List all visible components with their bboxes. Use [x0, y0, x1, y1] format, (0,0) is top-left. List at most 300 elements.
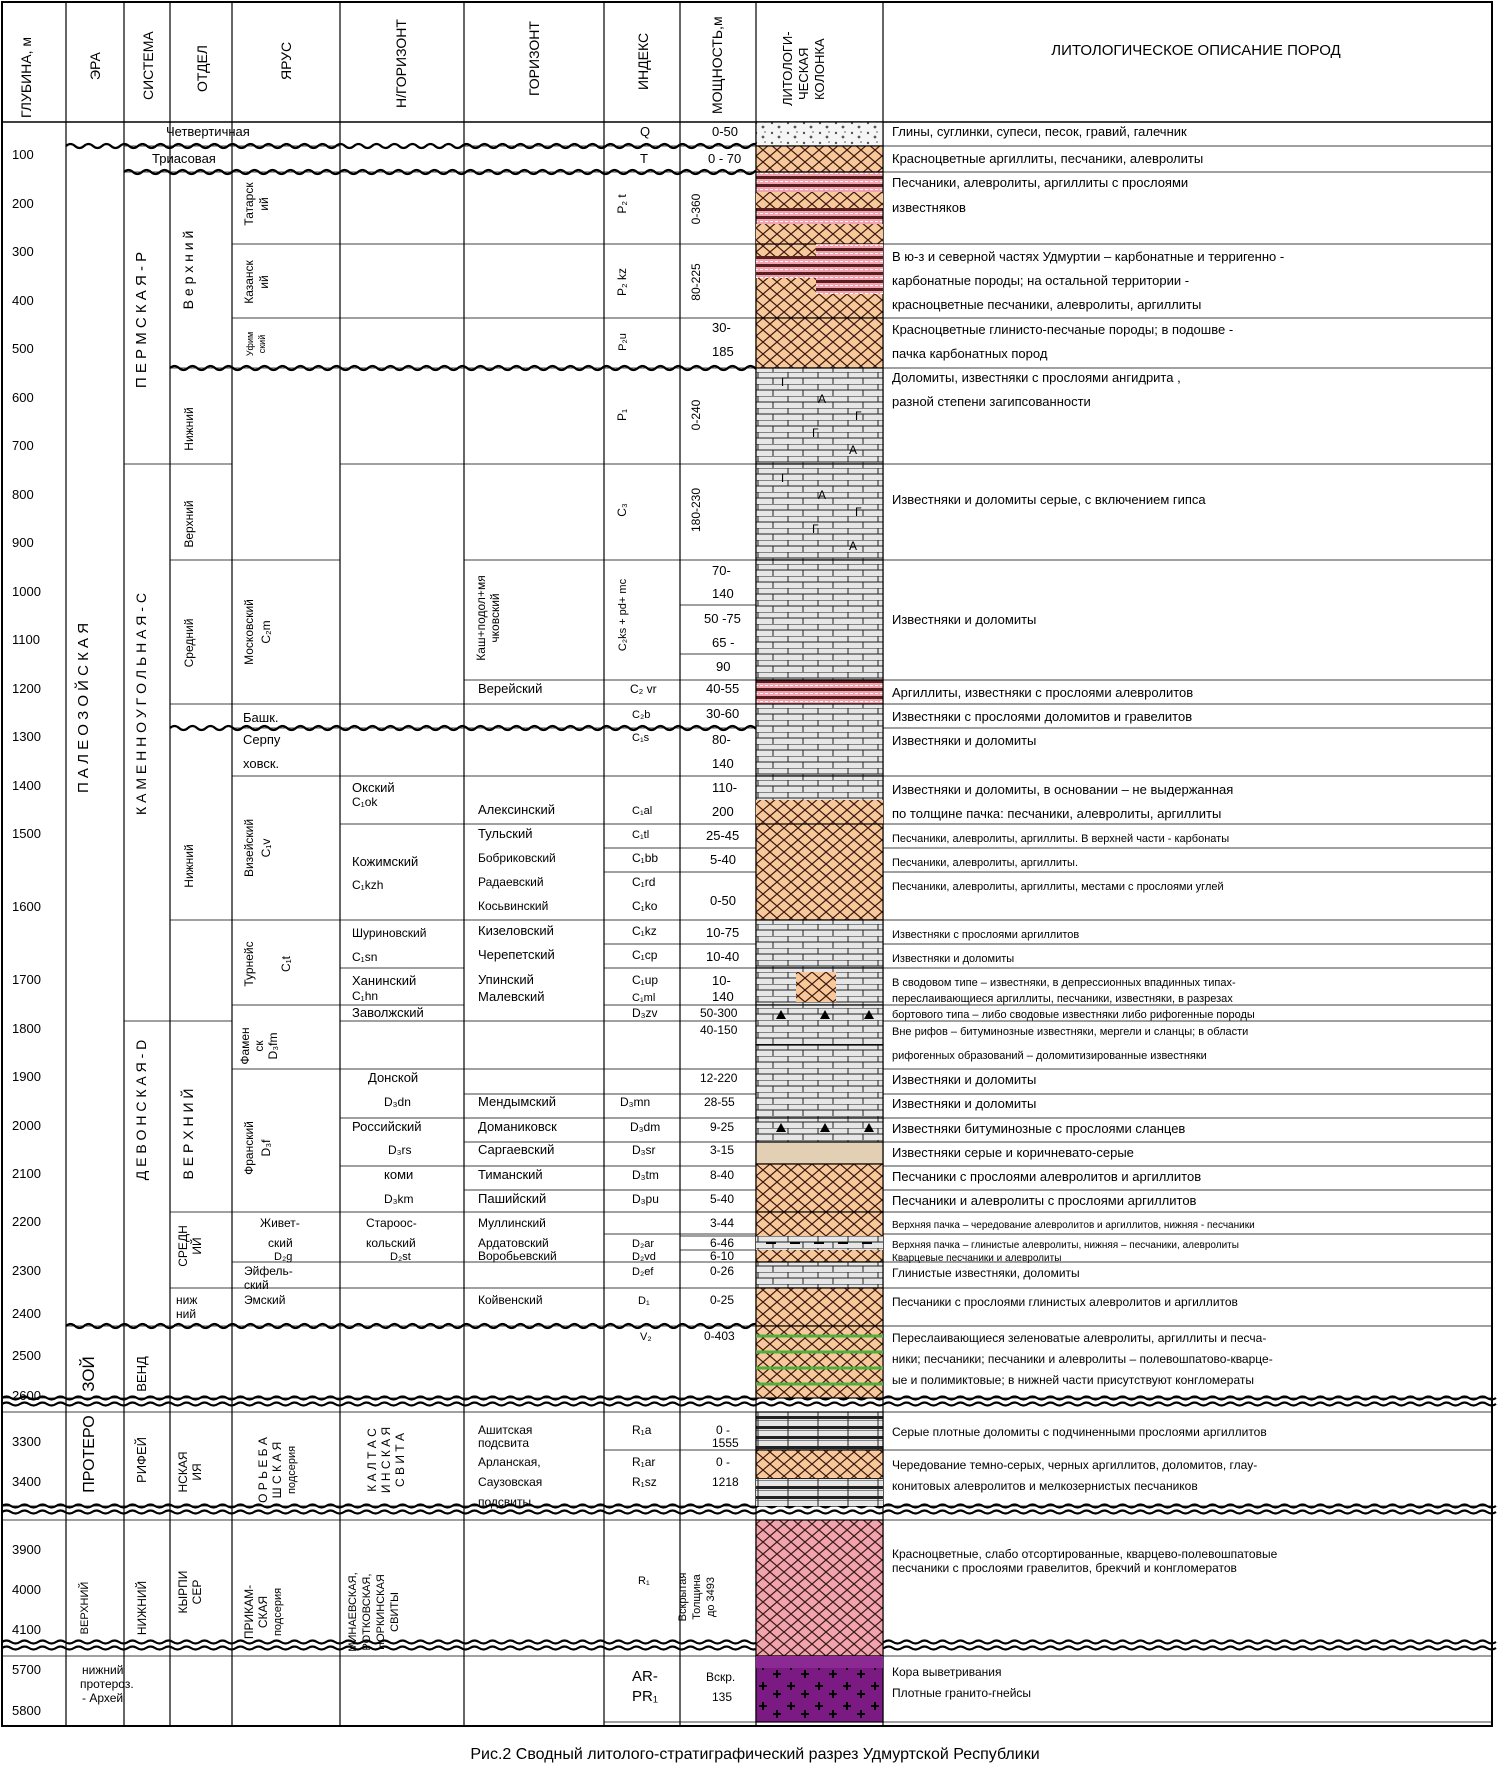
- depth-tick: 1600: [12, 899, 41, 914]
- cell-label: C₁ko: [632, 899, 658, 913]
- cell-label: Заволжский: [352, 1005, 424, 1020]
- cell-label: Окский: [352, 780, 395, 795]
- depth-tick: 4000: [12, 1582, 41, 1597]
- cell-label: Донской: [368, 1070, 419, 1085]
- description-line: бортового типа – либо сводовые известняки либо рифогенные породы: [892, 1009, 1255, 1021]
- cell-label: 50 -75: [704, 611, 741, 626]
- cell-label: D₃dm: [630, 1120, 661, 1134]
- cell-label: 10-40: [706, 949, 740, 964]
- depth-tick: 2600: [12, 1388, 41, 1403]
- description-line: Песчаники, алевролиты, аргиллиты, местами с прослоями углей: [892, 881, 1224, 893]
- vertical-label: 0-240: [689, 399, 703, 431]
- vertical-label: П Е Р М С К А Я - Р: [133, 251, 150, 389]
- cell-label: D₃zv: [632, 1006, 658, 1020]
- header-index: ИНДЕКС: [635, 32, 651, 90]
- cell-label: 0-25: [710, 1293, 735, 1307]
- cell-label: 50-300: [700, 1006, 738, 1020]
- description-line: Аргиллиты, известняки с прослоями алевролитов: [892, 685, 1194, 700]
- cell-label: D₂g: [274, 1251, 293, 1263]
- depth-tick: 1900: [12, 1069, 41, 1084]
- cell-label: 0 - 70: [708, 151, 742, 166]
- depth-tick: 1400: [12, 778, 41, 793]
- header-column-3: КОЛОНКА: [812, 38, 827, 100]
- cell-label: 140: [712, 989, 734, 1004]
- vertical-label: НОРКИНСКАЯ: [375, 1574, 387, 1650]
- depth-tick: 3900: [12, 1542, 41, 1557]
- vertical-label: Д Е В О Н С К А Я - D: [133, 1039, 149, 1181]
- vertical-label: РИФЕЙ: [134, 1437, 149, 1483]
- cell-label: C₂ vr: [630, 682, 657, 696]
- cell-label: Староос-: [366, 1216, 417, 1230]
- cell-label: 10-: [712, 973, 731, 988]
- svg-text:А: А: [849, 539, 858, 553]
- depth-tick: 700: [12, 438, 34, 453]
- cell-label: Ханинский: [352, 973, 417, 988]
- vertical-label: ЗОЙ: [79, 1356, 98, 1392]
- depth-tick: 100: [12, 147, 34, 162]
- cell-label: подсвиты: [478, 1495, 532, 1509]
- depth-tick: 2200: [12, 1214, 41, 1229]
- depth-tick: 1700: [12, 972, 41, 987]
- cell-label: D₃tm: [632, 1168, 659, 1182]
- svg-text:А: А: [818, 392, 827, 406]
- vertical-label: П А Л Е О З О Й С К А Я: [75, 622, 92, 794]
- vertical-label: О Р Ь Е Б А: [256, 1437, 270, 1503]
- cell-label: Российский: [352, 1119, 422, 1134]
- cell-label: Башк.: [243, 710, 279, 725]
- description-line: Известняки и доломиты: [892, 612, 1037, 627]
- cell-label: протероз.: [80, 1677, 134, 1691]
- cell-label: 3-44: [710, 1216, 735, 1230]
- svg-text:Г: Г: [781, 471, 788, 485]
- vertical-label: ПРИКАМ-: [242, 1584, 256, 1640]
- svg-text:Г: Г: [855, 505, 862, 519]
- cell-label: Мендымский: [478, 1094, 556, 1109]
- header-stage: ЯРУС: [278, 41, 294, 80]
- vertical-label: P₂ t: [615, 194, 629, 214]
- description-line: Переслаивающиеся зеленоватые алевролиты, аргиллиты и песча-: [892, 1331, 1267, 1345]
- header-column-2: ЧЕСКАЯ: [796, 47, 811, 100]
- cell-label: C₁tl: [632, 829, 650, 841]
- description-line: переслаивающиеся аргиллиты, песчаники, известняки, в разрезах: [892, 993, 1233, 1005]
- cell-label: C₁bb: [632, 851, 659, 865]
- description-line: известняков: [892, 200, 966, 215]
- vertical-label: И Н С К А Я: [379, 1426, 393, 1494]
- description-line: Кварцевые песчаники и алевролиты: [892, 1253, 1062, 1264]
- header-horizon: ГОРИЗОНТ: [526, 21, 542, 96]
- cell-label: нижний: [82, 1663, 124, 1677]
- cell-label: Упинский: [478, 972, 534, 987]
- cell-label: 40-150: [700, 1023, 738, 1037]
- cell-label: 135: [712, 1690, 733, 1704]
- descriptions: [892, 124, 1284, 1700]
- cell-label: 9-25: [710, 1120, 735, 1134]
- cell-label: Тиманский: [478, 1167, 543, 1182]
- depth-scale: [12, 147, 41, 1718]
- description-line: разной степени загипсованности: [892, 394, 1091, 409]
- vertical-label: P₂u: [617, 333, 629, 351]
- vertical-label: ск: [252, 1040, 266, 1052]
- cell-label: 70-: [712, 563, 731, 578]
- description-line: песчаники с прослоями гравелитов, брекчий и конгломератов: [892, 1561, 1237, 1575]
- depth-tick: 1000: [12, 584, 41, 599]
- vertical-label: НИЖНИЙ: [135, 1580, 149, 1636]
- description-line: Песчаники и алевролиты с прослоями аргиллитов: [892, 1193, 1197, 1208]
- cell-label: - Архей: [82, 1691, 124, 1705]
- cell-label: C₁cp: [632, 948, 658, 962]
- cell-label: 0 -: [716, 1455, 731, 1469]
- vertical-label: Московский: [242, 599, 256, 665]
- cell-label: D₂vd: [632, 1251, 656, 1263]
- header-system: СИСТЕМА: [140, 31, 156, 100]
- vertical-label: подсерия: [286, 1445, 298, 1495]
- vertical-label: Татарск: [242, 182, 256, 226]
- vertical-label: 80-225: [689, 263, 703, 301]
- depth-tick: 1500: [12, 826, 41, 841]
- depth-tick: 2300: [12, 1263, 41, 1278]
- vertical-label: ВЕРХНИЙ: [79, 1581, 91, 1635]
- description-line: Плотные гранито-гнейсы: [892, 1686, 1032, 1700]
- cell-label: D₃pu: [632, 1192, 659, 1206]
- cell-label: Ашитская: [478, 1423, 533, 1437]
- description-line: Верхняя пачка – чередование алевролитов и аргиллитов, нижняя - песчаники: [892, 1220, 1255, 1231]
- description-line: Красноцветные, слабо отсортированные, кварцево-полевошпатовые: [892, 1547, 1278, 1561]
- cell-label: Доманиковск: [478, 1119, 557, 1134]
- cell-label: 0-50: [710, 893, 737, 908]
- description-line: Известняки с прослоями аргиллитов: [892, 929, 1080, 941]
- cell-label: D₃rs: [388, 1143, 412, 1157]
- cell-label: T: [640, 151, 648, 166]
- cell-label: Эйфель-: [244, 1264, 293, 1278]
- cell-label: 90: [716, 659, 731, 674]
- cell-label: V₂: [640, 1331, 652, 1343]
- cell-label: Кизеловский: [478, 923, 554, 938]
- cell-label: 140: [712, 756, 734, 771]
- svg-text:А: А: [849, 443, 858, 457]
- depth-tick: 5700: [12, 1662, 41, 1677]
- cell-label: C₁ok: [352, 795, 378, 809]
- description-line: Песчаники с прослоями глинистых алевролитов и аргиллитов: [892, 1295, 1238, 1309]
- svg-text:Г: Г: [812, 426, 819, 440]
- cell-label: 6-10: [710, 1249, 735, 1263]
- vertical-label: СЕР: [190, 1579, 204, 1605]
- vertical-label: C₃: [615, 503, 629, 517]
- cell-label: R₁a: [632, 1423, 652, 1437]
- depth-tick: 2000: [12, 1118, 41, 1133]
- vertical-label: Нижний: [182, 844, 196, 888]
- cell-label: 0 -: [716, 1423, 731, 1437]
- cell-label: Верейский: [478, 681, 543, 696]
- header-era: ЭРА: [87, 52, 103, 80]
- cell-label: C₁hn: [352, 989, 379, 1003]
- vertical-label: С В И Т А: [393, 1433, 407, 1487]
- header-column-1: ЛИТОЛОГИ-: [780, 31, 795, 106]
- depth-tick: 1100: [12, 632, 40, 647]
- description-line: Известняки серые и коричневато-серые: [892, 1145, 1134, 1160]
- cell-label: R₁: [638, 1575, 650, 1587]
- cell-label: Живет-: [260, 1216, 300, 1230]
- description-line: конитовых алевролитов и мелкозернистых песчаников: [892, 1479, 1198, 1493]
- cell-label: коми: [384, 1167, 414, 1182]
- header-division: ОТДЕЛ: [194, 45, 210, 92]
- depth-tick: 500: [12, 341, 34, 356]
- description-line: Песчаники с прослоями алевролитов и аргиллитов: [892, 1169, 1202, 1184]
- depth-tick: 5800: [12, 1703, 41, 1718]
- cell-label: Воробьевский: [478, 1249, 557, 1263]
- depth-tick: 4100: [12, 1622, 41, 1637]
- depth-tick: 300: [12, 244, 34, 259]
- vertical-label: Уфим: [245, 331, 255, 357]
- vertical-label: СКАЯ: [256, 1595, 270, 1629]
- description-line: Известняки и доломиты: [892, 733, 1037, 748]
- vertical-label: Турнейс: [242, 941, 256, 987]
- description-line: красноцветные песчаники, алевролиты, аргиллиты: [892, 297, 1202, 312]
- depth-tick: 600: [12, 390, 34, 405]
- vertical-label: ий: [257, 275, 271, 289]
- cell-label: D₃km: [384, 1192, 414, 1206]
- description-line: Известняки и доломиты серые, с включением гипса: [892, 492, 1206, 507]
- cell-label: 1555: [712, 1436, 739, 1450]
- vertical-label: В Е Р Х Н И Й: [180, 1088, 196, 1180]
- description-line: рифогенных образований – доломитизированные известняки: [892, 1050, 1207, 1062]
- description-line: Доломиты, известняки с прослоями ангидрита ,: [892, 370, 1181, 385]
- vertical-label: Средний: [182, 618, 196, 668]
- vertical-label: 0-360: [689, 193, 703, 225]
- description-line: Известняки и доломиты: [892, 1072, 1037, 1087]
- vertical-label: РОТКОВСКАЯ,: [361, 1573, 373, 1651]
- cell-label: 65 -: [712, 635, 735, 650]
- cell-label: Вскр.: [706, 1670, 736, 1684]
- cell-label: Косьвинский: [478, 899, 549, 913]
- cell-label: Койвенский: [478, 1293, 543, 1307]
- vertical-label: P₂ kz: [615, 268, 629, 296]
- depth-tick: 2100: [12, 1166, 41, 1181]
- vertical-label: D₃fm: [266, 1032, 280, 1060]
- description-line: Песчаники, алевролиты, аргиллиты. В верхней части - карбонаты: [892, 833, 1230, 845]
- cell-label: 30-: [712, 320, 731, 335]
- description-line: Известняки и доломиты: [892, 953, 1015, 965]
- depth-tick: 1200: [12, 681, 41, 696]
- vertical-label: D₃f: [259, 1139, 273, 1157]
- cell-label: кольский: [366, 1236, 416, 1250]
- description-line: Вне рифов – битуминозные известняки, мергели и сланцы; в области: [892, 1026, 1249, 1038]
- cell-label: D₃mn: [620, 1095, 651, 1109]
- svg-text:Г: Г: [812, 522, 819, 536]
- cell-label: Четвертичная: [166, 124, 250, 139]
- cell-label: 110-: [712, 780, 738, 795]
- depth-tick: 3400: [12, 1474, 41, 1489]
- vertical-label: Фамен: [238, 1027, 252, 1065]
- cell-label: Серпу: [243, 732, 281, 747]
- vertical-label: чковский: [488, 593, 502, 643]
- description-line: Кора выветривания: [892, 1665, 1002, 1679]
- cell-label: Арланская,: [478, 1455, 541, 1469]
- description-line: пачка карбонатных пород: [892, 346, 1048, 361]
- cell-label: Саузовская: [478, 1475, 543, 1489]
- vertical-label: Вскрытая: [677, 1572, 689, 1622]
- cell-label: ховск.: [243, 756, 280, 771]
- vertical-label: К А М Е Н Н О У Г О Л Ь Н А Я - С: [133, 593, 149, 815]
- cell-label: D₃sr: [632, 1143, 656, 1157]
- depth-tick: 3300: [12, 1434, 41, 1449]
- vertical-label: Франский: [242, 1121, 256, 1175]
- vertical-label: КЫРПИ: [176, 1570, 190, 1614]
- cell-label: 28-55: [704, 1095, 735, 1109]
- vertical-label: C₂m: [259, 620, 273, 644]
- cell-label: ский: [268, 1236, 293, 1250]
- cell-label: R₁sz: [632, 1475, 657, 1489]
- svg-text:Г: Г: [781, 375, 788, 389]
- cell-label: ниж: [176, 1293, 198, 1307]
- description-line: Песчаники, алевролиты, аргиллиты с прослоями: [892, 175, 1189, 190]
- cell-label: 140: [712, 586, 734, 601]
- cell-label: Кожимский: [352, 854, 419, 869]
- cell-label: Радаевский: [478, 875, 544, 889]
- description-line: ые и полимиктовые; в нижней части присутствуют конгломераты: [892, 1373, 1255, 1387]
- description-line: ники; песчаники; песчаники и алевролиты – полевошпатово-кварце-: [892, 1352, 1273, 1366]
- cell-label: Малевский: [478, 989, 545, 1004]
- description-line: Верхняя пачка – глинистые алевролиты, нижняя – песчаники, алевролиты: [892, 1240, 1239, 1251]
- cell-label: 0-403: [704, 1329, 735, 1343]
- vertical-label: Казанск: [242, 260, 256, 304]
- cell-label: 5-40: [710, 1192, 735, 1206]
- description-line: Известняки битуминозные с прослоями сланцев: [892, 1121, 1186, 1136]
- description-line: Серые плотные доломиты с подчиненными прослоями аргиллитов: [892, 1425, 1267, 1439]
- cell-label: 8-40: [710, 1168, 735, 1182]
- cell-label: 200: [712, 804, 734, 819]
- cell-label: Ардатовский: [478, 1236, 549, 1250]
- vertical-label: Визейский: [242, 818, 256, 878]
- cell-label: R₁ar: [632, 1455, 656, 1469]
- cell-label: 6-46: [710, 1236, 735, 1250]
- cell-label: Пашийский: [478, 1191, 547, 1206]
- cell-label: D₂st: [390, 1251, 411, 1263]
- vertical-label: C₂ks + pd+ mc: [617, 578, 629, 652]
- description-line: Глины, суглинки, супеси, песок, гравий, галечник: [892, 124, 1187, 139]
- description-line: Глинистые известняки, доломиты: [892, 1266, 1080, 1280]
- cell-label: Бобриковский: [478, 851, 556, 865]
- vertical-label: Верхний: [182, 500, 196, 548]
- cell-label: 30-60: [706, 706, 740, 721]
- figure-caption: Рис.2 Сводный литолого-стратиграфический разрез Удмуртской Республики: [470, 1746, 1040, 1763]
- lithological-column: [756, 122, 883, 1722]
- cell-label: C₁kz: [632, 924, 657, 938]
- vertical-label: 180-230: [689, 487, 703, 533]
- cell-label: 0-50: [712, 124, 739, 139]
- description-line: Известняки и доломиты: [892, 1096, 1037, 1111]
- vertical-label: Ш С К А Я: [270, 1441, 284, 1499]
- cell-label: C₁up: [632, 973, 659, 987]
- cell-label: Муллинский: [478, 1216, 546, 1230]
- header-depth: ГЛУБИНА, м: [18, 37, 34, 118]
- vertical-label: ПРОТЕРО: [81, 1415, 98, 1493]
- depth-tick: 2500: [12, 1348, 41, 1363]
- vertical-label: ИЙ: [190, 1237, 204, 1255]
- cell-label: 80-: [712, 732, 731, 747]
- depth-tick: 2400: [12, 1306, 41, 1321]
- cell-label: C₁rd: [632, 875, 656, 889]
- cell-label: 0-26: [710, 1264, 735, 1278]
- vertical-label: подсерия: [272, 1587, 284, 1637]
- cell-label: D₂ar: [632, 1238, 654, 1250]
- vertical-label: ВЕНД: [134, 1356, 149, 1392]
- cell-label: C₁ml: [632, 992, 656, 1004]
- vertical-label: P₁: [615, 408, 629, 422]
- cell-label: PR₁: [632, 1688, 658, 1705]
- cell-label: C₁kzh: [352, 878, 384, 892]
- cell-label: 185: [712, 344, 734, 359]
- description-line: Известняки с прослоями доломитов и гравелитов: [892, 709, 1193, 724]
- header-thickness: МОЩНОСТЬ,м: [709, 16, 725, 114]
- depth-tick: 1800: [12, 1021, 41, 1036]
- vertical-label: Толщина: [691, 1574, 703, 1620]
- header-subhorizon: Н/ГОРИЗОНТ: [393, 19, 409, 108]
- vertical-label: ский: [257, 334, 267, 354]
- cell-label: C₁sn: [352, 950, 378, 964]
- vertical-label: до 3493: [705, 1576, 717, 1618]
- cell-label: Эмский: [244, 1293, 286, 1307]
- cell-label: D₃dn: [384, 1095, 411, 1109]
- vertical-label: Нижний: [182, 407, 196, 451]
- vertical-label: К А Л Т А С: [365, 1428, 379, 1492]
- cell-label: ний: [176, 1307, 197, 1321]
- cell-label: AR-: [632, 1668, 658, 1685]
- header-description: ЛИТОЛОГИЧЕСКОЕ ОПИСАНИЕ ПОРОД: [1051, 42, 1341, 59]
- cell-label: Саргаевский: [478, 1142, 555, 1157]
- depth-tick: 400: [12, 293, 34, 308]
- cell-label: C₂b: [632, 709, 651, 721]
- cell-label: Шуриновский: [352, 926, 427, 940]
- vertical-label: Каш+подол+мя: [474, 575, 488, 661]
- depth-tick: 800: [12, 487, 34, 502]
- cell-label: Q: [640, 124, 651, 139]
- svg-text:А: А: [818, 488, 827, 502]
- cell-label: Триасовая: [152, 151, 216, 166]
- description-line: по толщине пачка: песчаники, алевролиты, аргиллиты: [892, 806, 1222, 821]
- cell-label: ский: [244, 1278, 269, 1292]
- vertical-label: В е р х н и й: [180, 230, 196, 310]
- vertical-label: МИНАЕВСКАЯ,: [347, 1572, 359, 1652]
- description-line: карбонатные породы; на остальной территории -: [892, 273, 1190, 288]
- description-line: Чередование темно-серых, черных аргиллитов, доломитов, глау-: [892, 1458, 1258, 1472]
- cell-label: 25-45: [706, 828, 740, 843]
- description-line: Песчаники, алевролиты, аргиллиты.: [892, 857, 1079, 869]
- depth-tick: 200: [12, 196, 34, 211]
- vertical-label: ий: [257, 197, 271, 211]
- depth-tick: 900: [12, 535, 34, 550]
- description-line: Красноцветные глинисто-песчаные породы; в подошве -: [892, 322, 1234, 337]
- cell-label: 5-40: [710, 852, 737, 867]
- cell-label: 10-75: [706, 925, 740, 940]
- vertical-label: НСКАЯ: [176, 1451, 190, 1493]
- vertical-label: СВИТЫ: [389, 1592, 401, 1632]
- vertical-label: C₁t: [279, 955, 293, 973]
- cell-label: D₁: [638, 1295, 650, 1307]
- depth-tick: 1300: [12, 729, 41, 744]
- description-line: В ю-з и северной частях Удмуртии – карбонатные и терригенно -: [892, 249, 1285, 264]
- cell-label: 40-55: [706, 681, 740, 696]
- cell-label: C₁s: [632, 732, 650, 744]
- cell-label: 12-220: [700, 1071, 738, 1085]
- vertical-label: C₁v: [259, 838, 273, 858]
- description-line: Известняки и доломиты, в основании – не выдержанная: [892, 782, 1234, 797]
- vertical-label: СРЕДН: [176, 1225, 190, 1267]
- cell-label: Черепетский: [478, 947, 555, 962]
- cell-label: подсвита: [478, 1436, 530, 1450]
- cell-label: Алексинский: [478, 802, 555, 817]
- description-line: В сводовом типе – известняки, в депрессионных впадинных типах-: [892, 977, 1236, 989]
- cell-label: 1218: [712, 1475, 739, 1489]
